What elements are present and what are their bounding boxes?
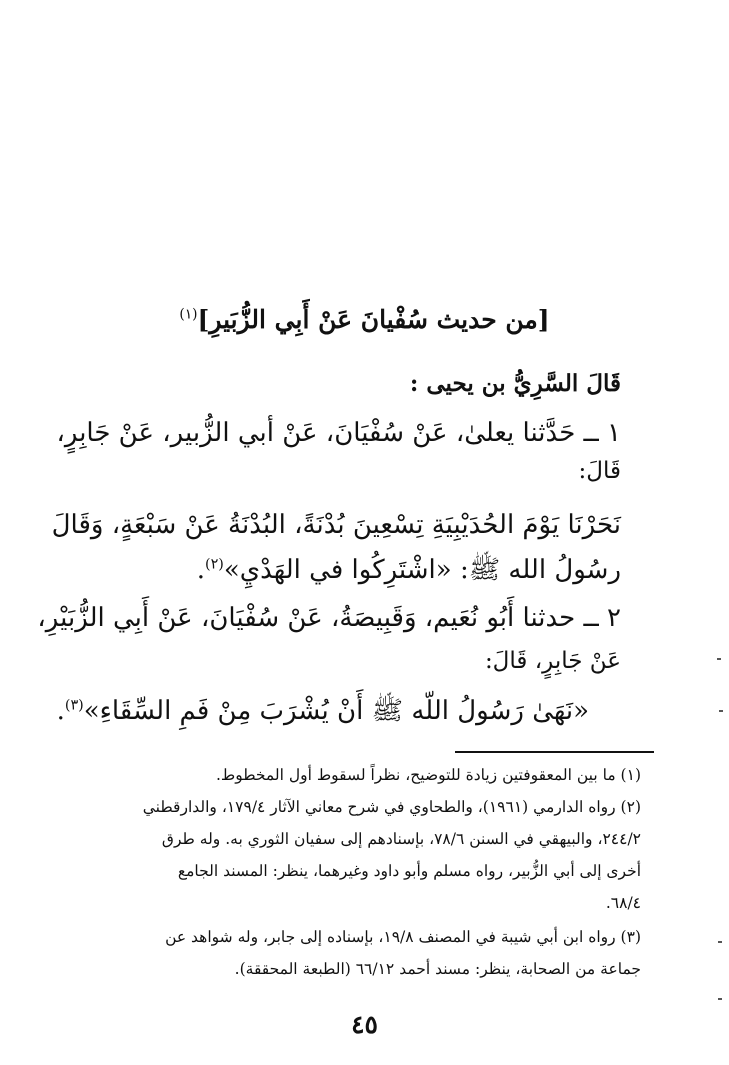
footnote-1: (١) ما بين المعقوفتين زيادة للتوضيح، نظراً لسقوط أول المخطوط. [215, 766, 641, 784]
footnote-separator [455, 751, 654, 753]
footnote-ref-3: (٣) [64, 697, 84, 714]
section-heading [0, 305, 729, 334]
hadith-2-qala: عَنْ جَابِرٍ، قَالَ: [484, 648, 621, 674]
footnote-2-line-3: أخرى إلى أبي الزُّبير، رواه مسلم وأبو داود وغيرهما، ينظر: المسند الجامع [177, 862, 641, 880]
hadith-2-chain: ٢ ــ حدثنا أَبُو نُعَيم، وَقَبِيصَةُ، عَنْ سُفْيَانَ، عَنْ أَبِي الزُّبَيْرِ، [37, 603, 621, 633]
heading-text: [من حديث سُفْيانَ عَنْ أَبِي الزُّبَيرِ] [197, 305, 550, 334]
hadith-2-quote: «نَهَىٰ رَسُولُ اللّه ﷺ أَنْ يُشْرَبَ مِنْ فَمِ السِّقَاءِ» [83, 696, 589, 726]
scan-mark [719, 710, 723, 712]
footnote-2-line-4: ٦٨/٤. [605, 894, 641, 912]
scan-mark [718, 941, 722, 943]
hadith-1-text-line-1: نَحَرْنَا يَوْمَ الحُدَيْبِيَةِ تِسْعِينَ بُدْنَةً، البُدْنَةُ عَنْ سَبْعَةٍ، وَقَالَ [51, 510, 621, 540]
hadith-2-text [57, 694, 589, 732]
hadith-2-end: . [56, 696, 65, 726]
footnote-ref-1: (١) [179, 306, 198, 323]
chain-intro: قَالَ السَّرِيُّ بن يحيى : [409, 370, 621, 397]
hadith-1-end: . [196, 555, 206, 585]
page-number: ٤٥ [351, 1010, 378, 1039]
footnote-2-line-1: (٢) رواه الدارمي (١٩٦١)، والطحاوي في شرح معاني الآثار ١٧٩/٤، والدارقطني [142, 798, 641, 816]
scan-mark [717, 658, 721, 660]
footnote-ref-2: (٢) [205, 556, 224, 573]
hadith-1-qala: قَالَ: [578, 458, 621, 484]
hadith-1-chain: ١ ــ حَدَّثنا يعلىٰ، عَنْ سُفْيَانَ، عَنْ أبي الزُّبير، عَنْ جَابِرٍ، [56, 418, 621, 448]
footnote-2-line-2: ٢٤٤/٢، والبيهقي في السنن ٧٨/٦، بإسنادهم إلى سفيان الثوري به. وله طرق [161, 830, 641, 848]
footnote-3-line-2: جماعة من الصحابة، ينظر: مسند أحمد ٦٦/١٢ (الطبعة المحققة). [234, 960, 641, 978]
footnote-3-line-1: (٣) رواه ابن أبي شيبة في المصنف ١٩/٨، بإسناده إلى جابر، وله شواهد عن [165, 928, 641, 946]
scan-mark [718, 998, 722, 1000]
hadith-1-quote: رسُولُ الله ﷺ: «اشْتَرِكُوا في الهَدْيِ» [223, 555, 621, 585]
hadith-1-text-line-2 [197, 553, 621, 591]
